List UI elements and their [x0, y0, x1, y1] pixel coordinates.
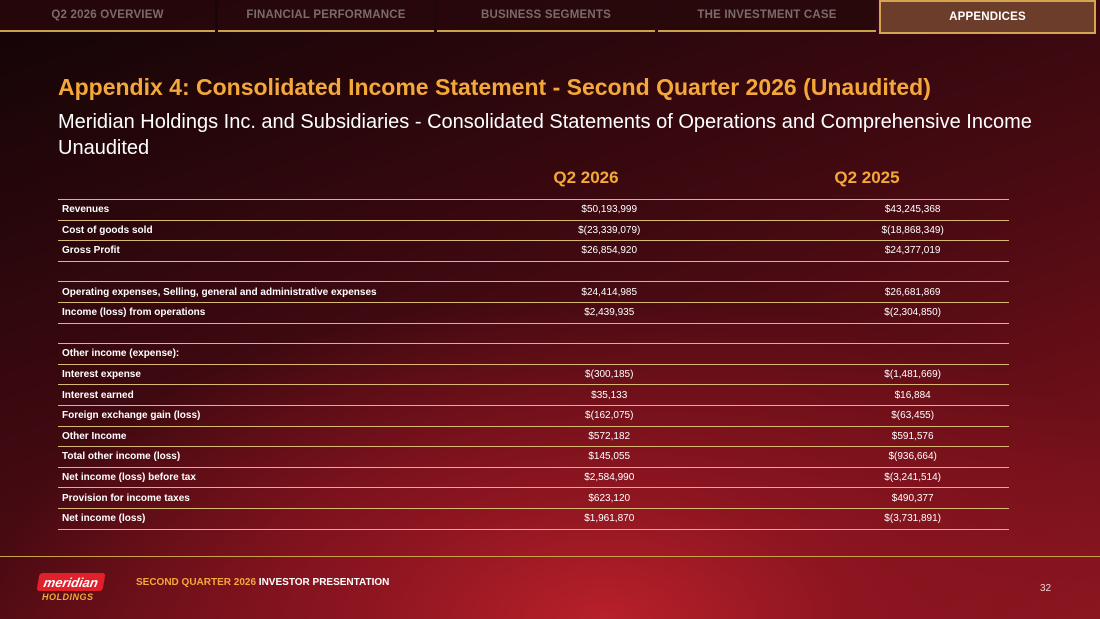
table-row: [58, 323, 1009, 344]
footer-presentation-title: [136, 577, 389, 588]
row-value-q2-2026: $(23,339,079): [507, 220, 706, 241]
row-value-q2-2025: $(3,731,891): [816, 508, 1009, 529]
column-header-q2-2026: Q2 2026: [553, 168, 619, 187]
row-value-q2-2025: $(1,481,669): [816, 364, 1009, 385]
row-value-q2-2025: [816, 344, 1009, 365]
row-value-q2-2026: $26,854,920: [507, 241, 706, 262]
row-value-q2-2026: $1,961,870: [507, 508, 706, 529]
row-label: Net income (loss): [58, 508, 507, 529]
row-value-q2-2025: $(936,664): [816, 447, 1009, 468]
table-row: [58, 241, 1009, 262]
row-value-q2-2026: $572,182: [507, 426, 706, 447]
row-value-q2-2026: $623,120: [507, 488, 706, 509]
row-label: [58, 261, 507, 282]
row-gap: [706, 344, 817, 365]
row-label: Interest earned: [58, 385, 507, 406]
row-value-q2-2025: [816, 323, 1009, 344]
column-header-q2-2025: Q2 2025: [834, 168, 900, 187]
row-value-q2-2025: $26,681,869: [816, 282, 1009, 303]
row-value-q2-2025: $(2,304,850): [816, 302, 1009, 323]
row-gap: [706, 261, 817, 282]
row-gap: [706, 508, 817, 529]
row-label: [58, 323, 507, 344]
row-value-q2-2025: $(3,241,514): [816, 467, 1009, 488]
row-gap: [706, 241, 817, 262]
slide-title: Appendix 4: Consolidated Income Statement - Second Quarter 2026 (Unaudited): [58, 74, 931, 100]
row-value-q2-2026: $(300,185): [507, 364, 706, 385]
row-value-q2-2026: $145,055: [507, 447, 706, 468]
table-row: [58, 405, 1009, 426]
row-gap: [706, 282, 817, 303]
row-value-q2-2026: $24,414,985: [507, 282, 706, 303]
row-label: Net income (loss) before tax: [58, 467, 507, 488]
top-navigation: [0, 0, 1100, 34]
row-gap: [706, 405, 817, 426]
row-value-q2-2025: $24,377,019: [816, 241, 1009, 262]
table-row: [58, 426, 1009, 447]
row-value-q2-2026: [507, 261, 706, 282]
row-value-q2-2025: $43,245,368: [816, 200, 1009, 221]
row-value-q2-2026: $50,193,999: [507, 200, 706, 221]
row-label: Provision for income taxes: [58, 488, 507, 509]
row-gap: [706, 364, 817, 385]
row-value-q2-2026: $2,439,935: [507, 302, 706, 323]
row-gap: [706, 302, 817, 323]
row-label: Other Income: [58, 426, 507, 447]
tab-business-segments[interactable]: BUSINESS SEGMENTS: [437, 0, 655, 32]
table-row: [58, 447, 1009, 468]
row-gap: [706, 467, 817, 488]
meridian-logo: [38, 573, 104, 605]
table-row: [58, 220, 1009, 241]
logo-subtext: HOLDINGS: [42, 592, 94, 602]
footer-divider: [0, 556, 1100, 557]
row-gap: [706, 200, 817, 221]
logo-wordmark: meridian: [36, 573, 105, 591]
row-gap: [706, 447, 817, 468]
row-label: Other income (expense):: [58, 344, 507, 365]
row-value-q2-2026: $35,133: [507, 385, 706, 406]
tab-appendices[interactable]: APPENDICES: [879, 0, 1096, 34]
slide-subtitle: Meridian Holdings Inc. and Subsidiaries - Consolidated Statements of Operations and Comprehensive Income Unaudited: [58, 111, 1032, 159]
table-row: [58, 488, 1009, 509]
row-value-q2-2026: [507, 344, 706, 365]
row-value-q2-2025: $(63,455): [816, 405, 1009, 426]
tab-q2-overview[interactable]: Q2 2026 OVERVIEW: [0, 0, 215, 32]
table-row: [58, 467, 1009, 488]
row-value-q2-2025: $591,576: [816, 426, 1009, 447]
row-value-q2-2026: [507, 323, 706, 344]
row-label: Total other income (loss): [58, 447, 507, 468]
footer-rest: INVESTOR PRESENTATION: [256, 577, 390, 588]
table-row: [58, 200, 1009, 221]
tab-financial-performance[interactable]: FINANCIAL PERFORMANCE: [218, 0, 434, 32]
row-label: Interest expense: [58, 364, 507, 385]
row-value-q2-2026: $2,584,990: [507, 467, 706, 488]
table-row: [58, 385, 1009, 406]
row-value-q2-2025: [816, 261, 1009, 282]
row-gap: [706, 426, 817, 447]
row-label: Revenues: [58, 200, 507, 221]
row-value-q2-2025: $490,377: [816, 488, 1009, 509]
row-gap: [706, 323, 817, 344]
row-gap: [706, 488, 817, 509]
row-gap: [706, 220, 817, 241]
row-label: Income (loss) from operations: [58, 302, 507, 323]
row-label: Operating expenses, Selling, general and administrative expenses: [58, 282, 507, 303]
row-value-q2-2025: $16,884: [816, 385, 1009, 406]
row-label: Gross Profit: [58, 241, 507, 262]
table-row: [58, 364, 1009, 385]
table-row: [58, 302, 1009, 323]
table-row: [58, 508, 1009, 529]
row-value-q2-2026: $(162,075): [507, 405, 706, 426]
tab-investment-case[interactable]: THE INVESTMENT CASE: [658, 0, 876, 32]
row-gap: [706, 385, 817, 406]
row-label: Foreign exchange gain (loss): [58, 405, 507, 426]
table-row: [58, 344, 1009, 365]
income-statement-table: [58, 199, 1009, 530]
table-row: [58, 282, 1009, 303]
row-value-q2-2025: $(18,868,349): [816, 220, 1009, 241]
page-number: 32: [1040, 583, 1052, 594]
footer-highlight: SECOND QUARTER 2026: [136, 577, 257, 588]
table-row: [58, 261, 1009, 282]
row-label: Cost of goods sold: [58, 220, 507, 241]
